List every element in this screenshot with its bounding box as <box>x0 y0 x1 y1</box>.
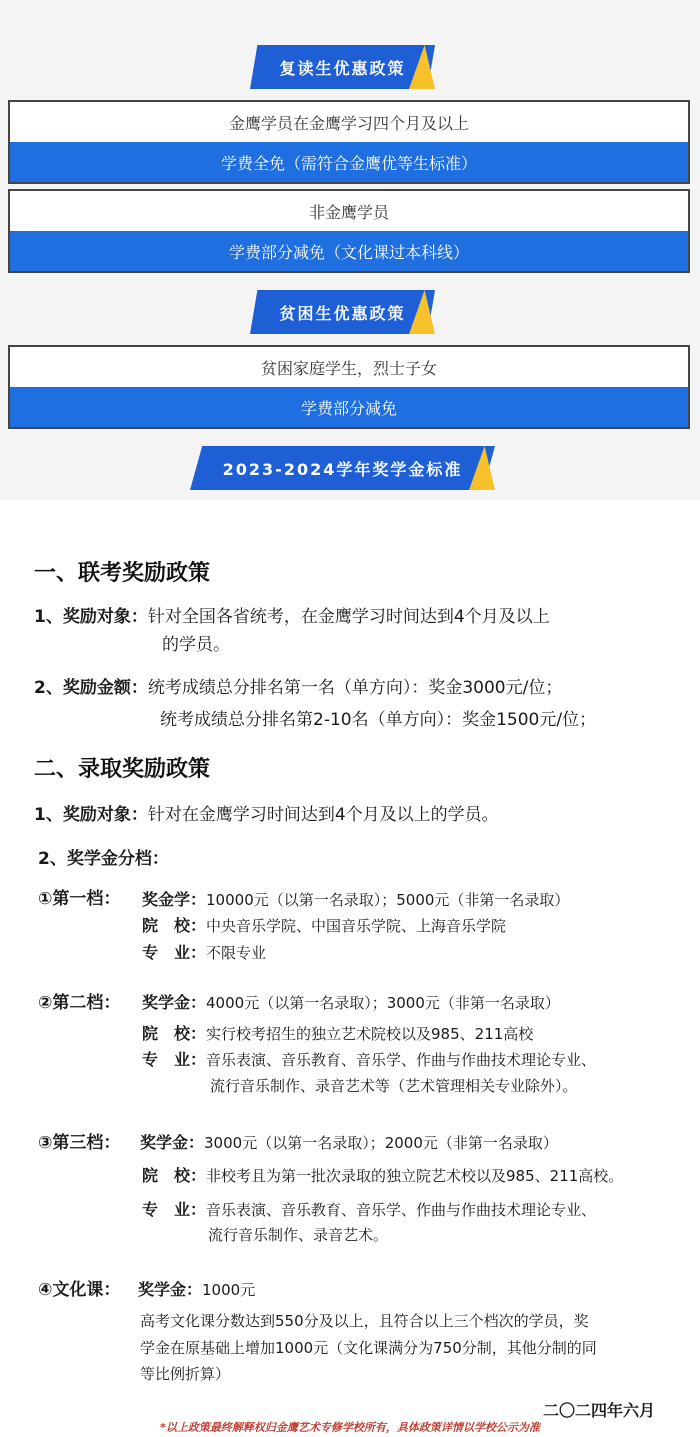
tier3-money <box>140 1130 558 1153</box>
policy-box-3-benefit: 学费部分减免 <box>10 387 688 427</box>
policy-box-3-condition: 贫困家庭学生，烈士子女 <box>260 358 437 378</box>
tier2-money <box>142 990 560 1013</box>
footer-disclaimer: *以上政策最终解释权归金鹰艺术专修学校所有，具体政策详情以学校公示为准 <box>160 1421 540 1434</box>
tier2-major-cont: 流行音乐制作、录音艺术等（艺术管理相关专业除外）。 <box>210 1077 578 1095</box>
tier3-school-label: 院 校： <box>142 1166 207 1185</box>
tier4-desc-3: 等比例折算） <box>140 1365 231 1383</box>
tier1-money-value: 10000元（以第一名录取）；5000元（非第一名录取） <box>206 891 570 909</box>
policy-box-2-benefit: 学费部分减免（文化课过本科线） <box>10 231 688 271</box>
policy-box-2 <box>8 189 690 273</box>
policy-box-1-condition: 金鹰学员在金鹰学习四个月及以上 <box>228 113 469 133</box>
tier3-major-label: 专 业： <box>142 1200 207 1219</box>
scholarship-banner-title: 2023-2024学年奖学金标准 <box>222 459 463 479</box>
tier2-major-value: 音乐表演、音乐教育、音乐学、作曲与作曲技术理论专业、 <box>206 1051 597 1069</box>
tier1-school-value: 中央音乐学院、中国音乐学院、上海音乐学院 <box>206 917 507 935</box>
tier2-school-value: 实行校考招生的独立艺术院校以及985、211高校 <box>206 1025 534 1043</box>
section2-item2-label: 2、奖学金分档： <box>38 849 169 869</box>
tier2-school <box>142 1021 533 1044</box>
policy-box-1-benefit: 学费全免（需符合金鹰优等生标准） <box>10 142 688 182</box>
section2-title: 二、录取奖励政策 <box>34 757 211 782</box>
tier4-desc-1: 高考文化课分数达到550分及以上，且符合以上三个档次的学员，奖 <box>140 1312 589 1330</box>
section1-item2-text: 统考成绩总分排名第一名（单方向）：奖金3000元/位； <box>147 678 563 698</box>
tier2-major <box>142 1047 596 1070</box>
tier1-school-label: 院 校： <box>142 916 207 935</box>
section2-item1-text: 针对在金鹰学习时间达到4个月及以上的学员。 <box>147 805 499 825</box>
tier3-money-value: 3000元（以第一名录取）；2000元（非第一名录取） <box>204 1134 558 1152</box>
tier1-major-value: 不限专业 <box>206 944 267 962</box>
policy-box-2-condition: 非金鹰学员 <box>308 202 389 222</box>
section2-item1-label: 1、奖励对象： <box>34 805 148 825</box>
section2-item1 <box>34 800 499 825</box>
tier2-name: ②第二档： <box>38 993 121 1013</box>
section1-item1 <box>34 602 550 627</box>
policy-box-3 <box>8 345 690 429</box>
section1-item1-label: 1、奖励对象： <box>34 607 148 627</box>
tier3-major-value: 音乐表演、音乐教育、音乐学、作曲与作曲技术理论专业、 <box>206 1201 597 1219</box>
tier1-major <box>142 940 266 963</box>
poor-student-banner-title: 贫困生优惠政策 <box>279 303 406 323</box>
tier1-money <box>142 887 569 910</box>
tier2-school-label: 院 校： <box>142 1024 207 1043</box>
tier3-name: ③第三档： <box>38 1133 121 1153</box>
tier3-major-cont: 流行音乐制作、录音艺术。 <box>208 1226 389 1244</box>
tier2-money-label: 奖学金： <box>142 993 207 1012</box>
section1-item1-text: 针对全国各省统考，在金鹰学习时间达到4个月及以上 <box>147 607 550 627</box>
tier1-major-label: 专 业： <box>142 943 207 962</box>
tier4-money-value: 1000元 <box>202 1281 256 1299</box>
section1-item2 <box>34 673 562 698</box>
tier3-school <box>142 1163 623 1186</box>
tier3-money-label: 奖学金： <box>140 1133 205 1152</box>
section1-item2-cont: 统考成绩总分排名第2-10名（单方向）：奖金1500元/位； <box>160 710 597 730</box>
tier4-money-label: 奖学金： <box>138 1280 203 1299</box>
tier4-money <box>138 1277 255 1300</box>
issue-date: 二〇二四年六月 <box>543 1401 656 1420</box>
poor-student-banner <box>250 290 435 334</box>
section1-item1-cont: 的学员。 <box>162 635 230 655</box>
tier1-money-label: 奖金学： <box>142 890 207 909</box>
tier1-name: ①第一档： <box>38 889 121 909</box>
repeat-student-banner-title: 复读生优惠政策 <box>279 58 406 78</box>
tier3-major <box>142 1197 596 1220</box>
section1-title: 一、联考奖励政策 <box>34 561 211 586</box>
tier4-desc-2: 学金在原基础上增加1000元（文化课满分为750分制，其他分制的同 <box>140 1339 597 1357</box>
tier2-money-value: 4000元（以第一名录取）；3000元（非第一名录取） <box>206 994 560 1012</box>
tier1-school <box>142 913 506 936</box>
tier3-school-value: 非校考且为第一批次录取的独立院艺术校以及985、211高校。 <box>206 1167 624 1185</box>
section1-item2-label: 2、奖励金额： <box>34 678 148 698</box>
policy-box-1 <box>8 100 690 184</box>
tier2-major-label: 专 业： <box>142 1050 207 1069</box>
scholarship-banner <box>190 446 495 490</box>
repeat-student-banner <box>250 45 435 89</box>
tier4-name: ④文化课： <box>38 1280 121 1300</box>
